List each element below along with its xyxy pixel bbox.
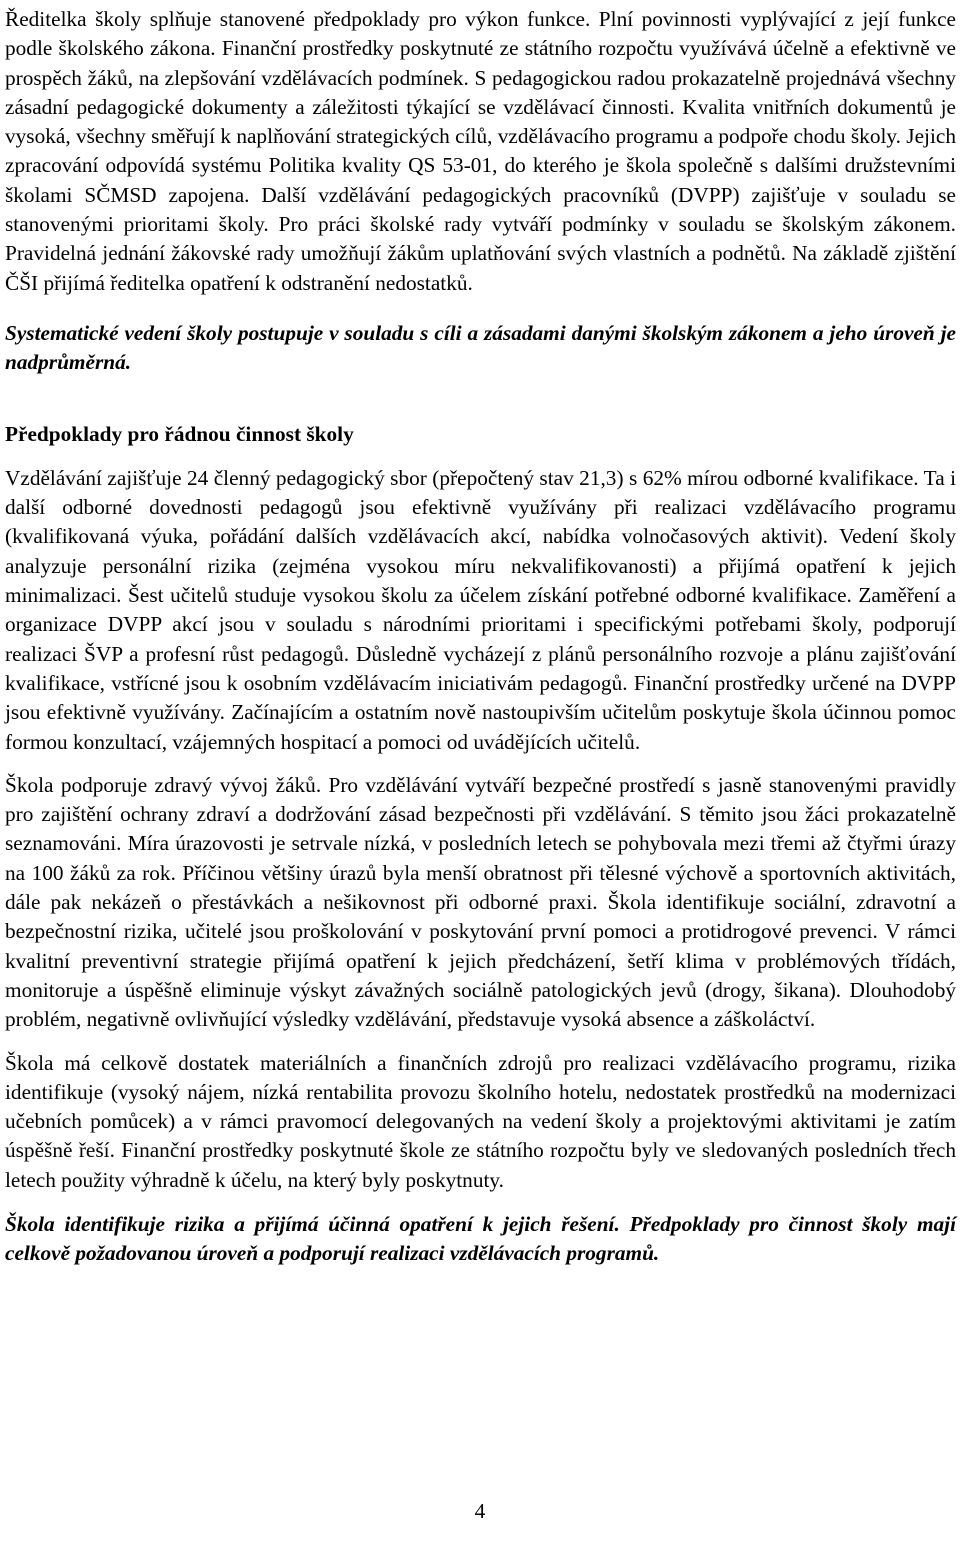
paragraph-resources: Škola má celkově dostatek materiálních a finančních zdrojů pro realizaci vzdělávacího programu, rizika identifikuje (vysoký nájem, nízká rentabilita provozu školního hotelu, nedostatek prostředků na modernizaci učebních pomůcek) a v rámci pravomocí delegovaných na vedení školy a projektovými aktivitami je zatím úspěšně řeší. Finanční prostředky poskytnuté škole ze státního rozpočtu byly ve sledovaných posledních třech letech použity výhradně k účelu, na který byly poskytnuty. <box>5 1050 956 1192</box>
summary-statement: Systematické vedení školy postupuje v souladu s cíli a zásadami danými školským zákonem a jeho úroveň je nadprůměrná. <box>5 320 956 375</box>
page-number: 4 <box>474 1499 486 1523</box>
intro-paragraph: Ředitelka školy splňuje stanovené předpoklady pro výkon funkce. Plní povinnosti vyplývající z její funkce podle školského zákona. Finanční prostředky poskytnuté ze státního rozpočtu využívává účelně a efektivně ve prospěch žáků, na zlepšování vzdělávacích podmínek. S pedagogickou radou prokazatelně projednává všechny zásadní pedagogické dokumenty a záležitosti týkající se vzdělávací činnosti. Kvalita vnitřních dokumentů je vysoká, všechny směřují k naplňování strategických cílů, vzdělávacího programu a podpoře chodu školy. Jejich zpracování odpovídá systému Politika kvality QS 53-01, do kterého je škola společně s dalšími družstevními školami SČMSD zapojena. Další vzdělávání pedagogických pracovníků (DVPP) zajišťuje v souladu se stanovenými prioritami školy. Pro práci školské rady vytváří podmínky v souladu se školským zákonem. Pravidelná jednání žákovské rady umožňují žákům uplatňování svých vlastních a podnětů. Na základě zjištění ČŠI přijímá ředitelka opatření k odstranění nedostatků. <box>5 7 956 295</box>
section-heading: Předpoklady pro řádnou činnost školy <box>5 421 354 446</box>
document-page <box>5 0 956 1269</box>
summary-statement-2: Škola identifikuje rizika a přijímá účinná opatření k jejich řešení. Předpoklady pro činnost školy mají celkově požadovanou úroveň a podporují realizaci vzdělávacích programů. <box>5 1211 956 1266</box>
paragraph-staff: Vzdělávání zajišťuje 24 členný pedagogický sbor (přepočtený stav 21,3) s 62% mírou odborné kvalifikace. Ta i další odborné dovednosti pedagogů jsou efektivně využívány při realizaci vzdělávacího programu (kvalifikovaná výuka, pořádání dalších vzdělávacích akcí, nabídka volnočasových aktivit). Vedení školy analyzuje personální rizika (zejména vysokou míru nekvalifikovanosti) a přijímá opatření k jejich minimalizaci. Šest učitelů studuje vysokou školu za účelem získání potřebné odborné kvalifikace. Zaměření a organizace DVPP akcí jsou v souladu s národními prioritami i specifickými potřebami školy, podporují realizaci ŠVP a profesní růst pedagogů. Důsledně vycházejí z plánů personálního rozvoje a plánu zajišťování kvalifikace, vstřícné jsou k osobním vzdělávacím iniciativám pedagogů. Finanční prostředky určené na DVPP jsou efektivně využívány. Začínajícím a ostatním nově nastoupivším učitelům poskytuje škola účinnou pomoc formou konzultací, vzájemných hospitací a pomoci od uvádějících učitelů. <box>5 465 956 754</box>
paragraph-health-safety: Škola podporuje zdravý vývoj žáků. Pro vzdělávání vytváří bezpečné prostředí s jasně stanovenými pravidly pro zajištění ochrany zdraví a dodržování zásad bezpečnosti při vzdělávání. S těmito jsou žáci prokazatelně seznamováni. Míra úrazovosti je setrvale nízká, v posledních letech se pohybovala mezi třemi až čtyřmi úrazy na 100 žáků za rok. Příčinou většiny úrazů byla menší obratnost při tělesné výchově a sportovních aktivitách, dále pak nekázeň o přestávkách a nešikovnost při odborné praxi. Škola identifikuje sociální, zdravotní a bezpečnostní rizika, učitelé jsou proškolování v poskytování první pomoci a protidrogové prevenci. V rámci kvalitní preventivní strategie přijímá opatření k jejich předcházení, šetří klima v problémových třídách, monitoruje a úspěšně eliminuje výskyt závažných sociálně patologických jevů (drogy, šikana). Dlouhodobý problém, negativně ovlivňující výsledky vzdělávání, představuje vysoká absence a záškoláctví. <box>5 772 956 1032</box>
